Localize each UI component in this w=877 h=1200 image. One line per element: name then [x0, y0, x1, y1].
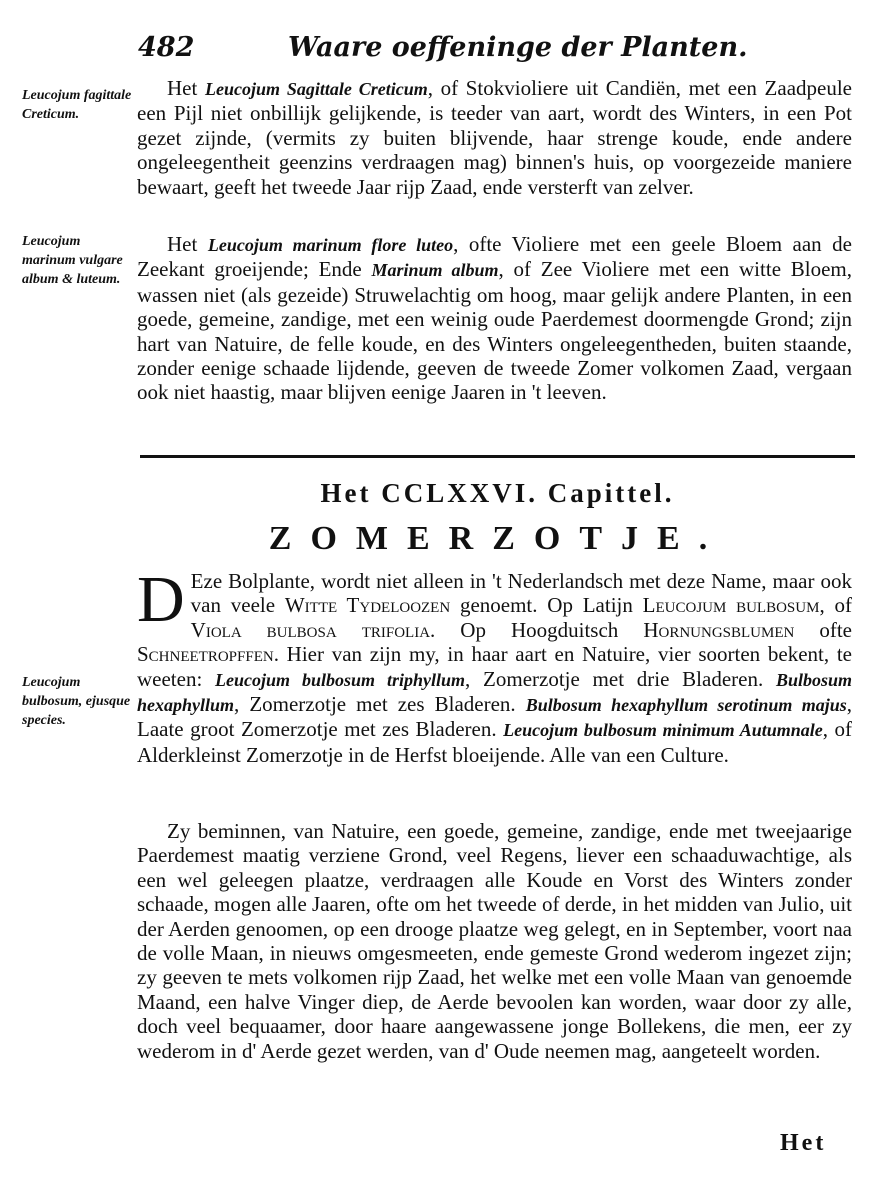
latin-name: Leucojum bulbosum triphyllum	[215, 669, 466, 690]
paragraph-text: , ofte Violiere met een geele Bloem aan de Zeekant groeijende; Ende	[137, 232, 853, 282]
paragraph-text: , Zomerzotje met drie Bladeren.	[465, 666, 776, 691]
vernacular-name: Witte Tydeloozen	[284, 593, 451, 618]
latin-name: Bulbosum hexaphyllum	[137, 669, 852, 716]
paragraph-text: Eze Bolplante, wordt niet alleen in 't Nederlandsch met deze Name, maar ook van veele	[190, 569, 852, 618]
latin-name: Bulbosum hexaphyllum serotinum majus	[525, 695, 847, 716]
section-divider	[140, 455, 855, 458]
margin-note-leucojum-marinum: Leucojum marinum vulgare album & luteum.	[22, 234, 123, 287]
paragraph-leucojum-marinum	[137, 232, 852, 405]
latin-name: Viola bulbosa trifolia	[190, 617, 431, 642]
page-number: 482	[138, 32, 195, 63]
paragraph-text: genoemt. Op Latijn	[450, 593, 643, 618]
catchword: Het	[780, 1130, 827, 1156]
paragraph-text: , of Zee Violiere met een witte Bloem, wassen niet (als gezeide) Struwelachtig om hoog, maar gelijk andere Planten, in een goede, gemeine, zandige, met een weinig oude Paerdemest doormengde Grond; zijn hart van Natuire, de felle koude, en des Winters ongeleegentheden, buiten staande, zonder eenige schaade lijdende, geeven de tweede Zomer volkomen Zaad, vergaan ook niet haastig, maar blijven eenige Jaaren in 't leeven.	[137, 257, 853, 405]
paragraph-lead: Het	[167, 232, 208, 256]
latin-name: Marinum album	[371, 260, 499, 281]
german-name: Hornungsblumen	[643, 617, 795, 642]
margin-note-leucojum-sagittale: Leucojum fagittale Creticum.	[22, 88, 132, 122]
paragraph-zomerzotje-culture	[137, 819, 852, 1063]
page-header	[138, 32, 858, 72]
latin-name: Leucojum marinum flore luteo	[207, 235, 454, 255]
paragraph-lead: Het	[167, 76, 205, 100]
german-name: Schneetropffen	[137, 642, 274, 667]
paragraph-text: , of	[819, 593, 852, 618]
paragraph-leucojum-sagittale	[137, 76, 852, 199]
paragraph-text: . Op Hoogduitsch	[430, 617, 644, 642]
paragraph-text: , of Stokvioliere uit Candiën, met een Zaadpeule een Pijl niet onbillijk gelijkende, is teeder van aart, wordt des Winters, in een Pot gezet zijnde, (vermits zy buiten blijvende, haar strenge koude, ende andere ongeleegentheit geenzins verdraagen mag) binnen's huis, op voorgezeide maniere bewaart, geeft het tweede Jaar rijp Zaad, ende versterft van zelver.	[137, 76, 852, 199]
margin-note-leucojum-bulbosum: Leucojum bulbosum, ejusque species.	[22, 675, 131, 728]
latin-name: Leucojum Sagittale Creticum	[204, 79, 428, 99]
drop-cap: D	[137, 563, 185, 636]
chapter-heading: Het CCLXXVI. Capittel.	[320, 478, 675, 508]
running-title: Waare oeffeninge der Planten.	[288, 32, 748, 63]
chapter-title: ZOMERZOTJE.	[268, 520, 727, 557]
paragraph-text: ofte	[794, 617, 853, 642]
paragraph-text: , Laate groot Zomerzotje met zes Bladeren.	[137, 692, 852, 742]
paragraph-text: Zy beminnen, van Natuire, een goede, gemeine, zandige, ende met tweejaarige Paerdemest maatig verziene Grond, veel Regens, liever een schaaduwachtige, als een wel geleegen plaatze, verdraagen alle Koude en Vorst des Winters zonder schaade, mogen alle Jaaren, ofte om het tweede of derde, in het midden van Julio, uit der Aerden genoomen, op een drooge plaatze weg gelegt, en in September, voort naa de volle Maan, in nieuws omgesmeeten, ende gemeste Grond wederom ingezet zijn; zy geeven te mets volkomen rijp Zaad, het welke met een volle Maan van genoemde Maand, een halve Vinger diep, de Aerde bevoolen kan worden, waar door zy alle, doch veel bequaamer, door haare aangewassene jonge Bollekens, die men, eer zy wederom in d' Aerde gezet werden, van d' Oude neemen mag, aangeteelt worden.	[137, 819, 852, 1063]
paragraph-text: , of Alderkleinst Zomerzotje in de Herfst bloeijende. Alle van een Culture.	[137, 717, 853, 767]
paragraph-zomerzotje-intro	[137, 563, 853, 767]
paragraph-text: , Zomerzotje met zes Bladeren.	[234, 692, 526, 717]
latin-name: Leucojum bulbosum	[642, 593, 820, 618]
latin-name: Leucojum bulbosum minimum Autumnale	[503, 720, 823, 741]
paragraph-text: . Hier van zijn my, in haar aart en Natuire, vier soorten bekent, te weeten:	[137, 642, 852, 691]
